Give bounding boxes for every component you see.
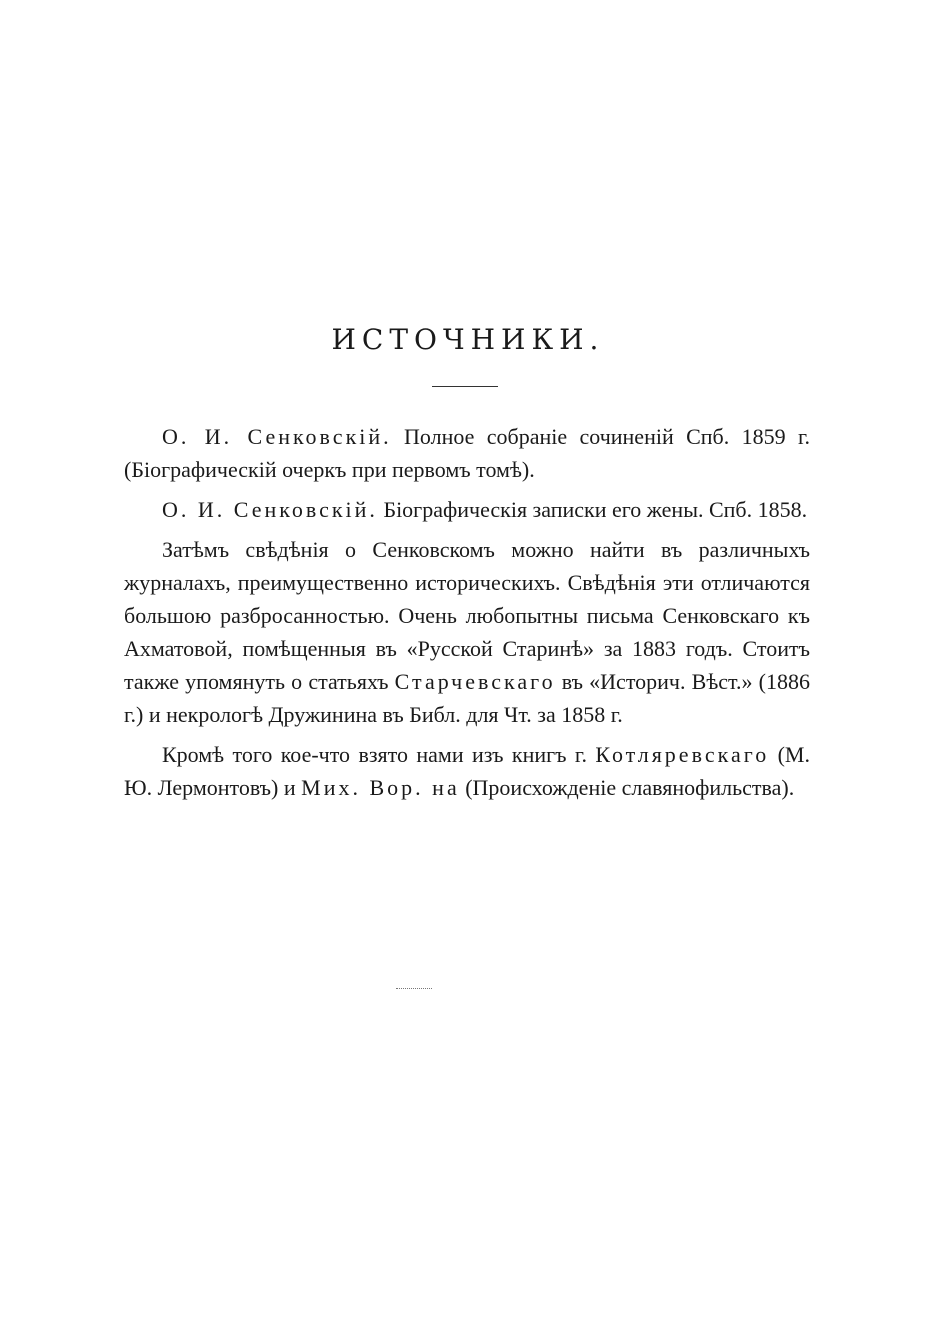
source-1-text: Полное собраніе сочиненій Спб. 1859 г. (Біографическій очеркъ при первомъ томѣ). [124, 424, 810, 482]
sources-body [124, 420, 810, 811]
source-2-text: Біографическія записки его жены. Спб. 1858. [377, 497, 808, 522]
paragraph-4-part-1: Кромѣ того кое-что взято нами изъ книгъ г. [162, 742, 596, 767]
paragraph-3-part-2: въ «Историч. Вѣст.» (1886 г.) и некрологѣ Дружинина въ Библ. для Чт. за 1858 г. [124, 669, 810, 727]
paragraph-4-spaced-name-2: Мих. Вор. на [301, 775, 460, 800]
paragraph-3-part-1: Затѣмъ свѣдѣнія о Сенковскомъ можно найти въ различныхъ журналахъ, преимущественно историческихъ. Свѣдѣнія эти отличаются большою разбросанностью. Очень любопытны письма Сенковскаго къ Ахматовой, помѣщенныя въ «Русской Старинѣ» за 1883 годъ. Стоитъ также упомянуть о статьяхъ [124, 537, 810, 694]
source-entry-1 [124, 420, 810, 486]
page-title: ИСТОЧНИКИ. [331, 323, 605, 356]
paragraph-3-spaced-name: Старчевскаго [394, 669, 556, 694]
source-2-author: О. И. Сенковскій. [162, 497, 378, 522]
paragraph-4-part-2: (М. Ю. Лермонтовъ) и [124, 742, 810, 800]
paragraph-4-part-3: (Происхожденіе славянофильства). [459, 775, 795, 800]
title-rule [432, 386, 498, 387]
paragraph-books [124, 738, 810, 804]
paragraph-journals [124, 533, 810, 731]
end-ornament [396, 988, 432, 989]
source-1-author: О. И. Сенковскій. [162, 424, 392, 449]
paragraph-4-spaced-name-1: Котляревскаго [595, 742, 770, 767]
source-entry-2 [124, 493, 810, 526]
